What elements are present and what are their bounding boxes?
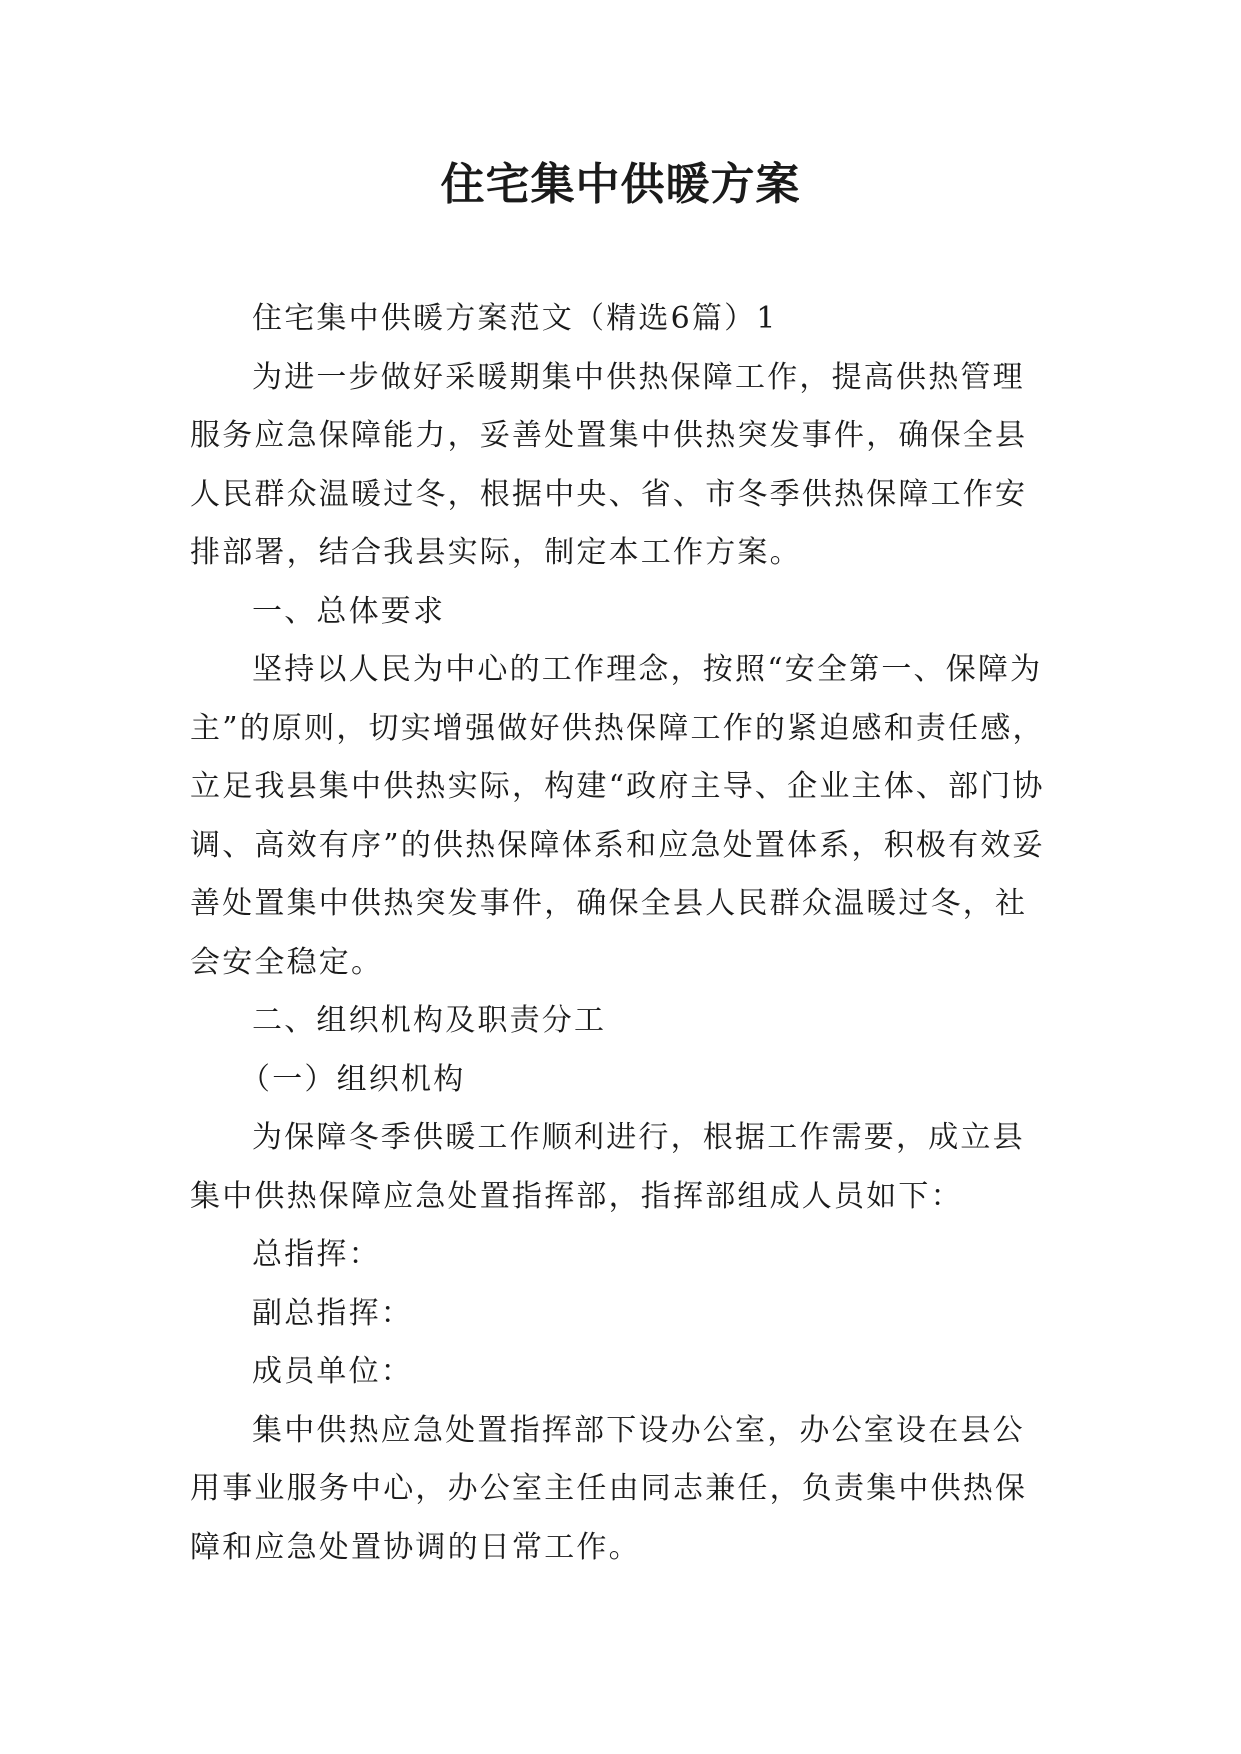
office-paragraph: 集中供热应急处置指挥部下设办公室，办公室设在县公用事业服务中心，办公室主任由同志兼任，负责集中供热保障和应急处置协调的日常工作。: [190, 1412, 1028, 1565]
deputy-commander-line: 副总指挥：: [252, 1295, 413, 1331]
section-heading-general-requirements: 一、总体要求: [252, 593, 446, 629]
document-body: [190, 290, 1052, 1577]
section-heading-organization: 二、组织机构及职责分工: [252, 1003, 607, 1038]
subtitle-paragraph: 住宅集中供暖方案范文（精选6篇）1: [252, 301, 778, 336]
organization-paragraph: 为保障冬季供暖工作顺利进行，根据工作需要，成立县集中供热保障应急处置指挥部，指挥部组成人员如下：: [190, 1120, 1025, 1214]
subsection-heading-organization: （一）组织机构: [240, 1061, 466, 1097]
chief-commander-line: 总指挥：: [252, 1237, 381, 1272]
document-title: 住宅集中供暖方案: [440, 159, 801, 210]
general-requirements-paragraph: 坚持以人民为中心的工作理念，按照“安全第一、保障为主”的原则，切实增强做好供热保障工作的紧迫感和责任感，立足我县集中供热实际，构建“政府主导、企业主体、部门协调、高效有序”的供热保障体系和应急处置体系，积极有效妥善处置集中供热突发事件，确保全县人民群众温暖过冬，社会安全稳定。: [190, 652, 1045, 980]
member-units-line: 成员单位：: [252, 1354, 413, 1389]
intro-paragraph: 为进一步做好采暖期集中供热保障工作，提高供热管理服务应急保障能力，妥善处置集中供热突发事件，确保全县人民群众温暖过冬，根据中央、省、市冬季供热保障工作安排部署，结合我县实际，制定本工作方案。: [190, 359, 1028, 570]
